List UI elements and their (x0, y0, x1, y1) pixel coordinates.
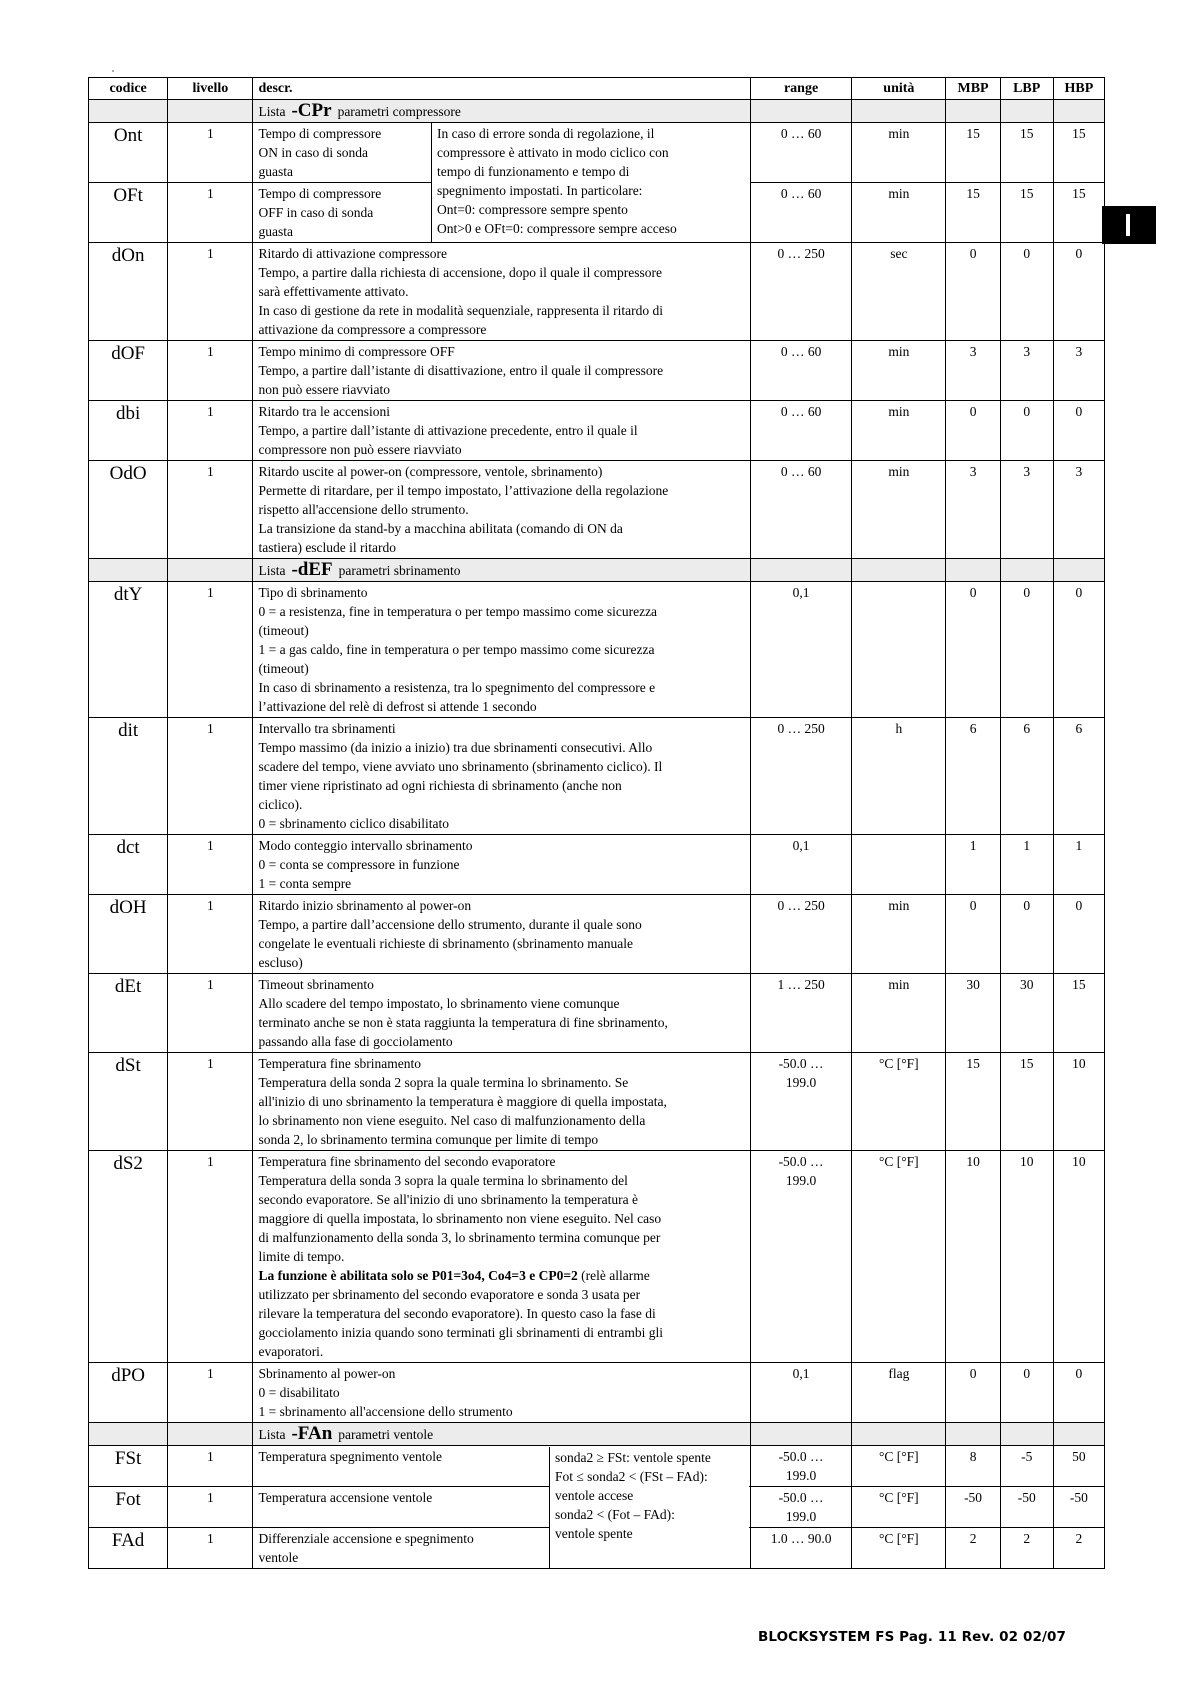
param-mbp: -50 (946, 1487, 1000, 1528)
param-desc: Intervallo tra sbrinamenti Tempo massimo (da inizio a inizio) tra due sbrinamenti consecutivi. Allo scadere del tempo, viene avviato uno sbrinamento (sbrinamento ciclico). Il timer viene ripristinato ad ogni richiesta di sbrinamento (anche non ciclico). 0 = sbrinamento ciclico disabilitato (253, 718, 750, 835)
param-level: 1 (168, 1446, 253, 1487)
param-range: 1 … 250 (750, 974, 851, 1053)
param-lbp: 15 (1000, 183, 1053, 243)
param-note-ont-oft: In caso di errore sonda di regolazione, il compressore è attivato in modo ciclico con tempo di funzionamento e tempo di spegnimento impostati. In particolare: Ont=0: compressore sempre spento Ont>0 e OFt=0: compressore sempre acceso (431, 123, 750, 243)
param-lbp: 3 (1000, 341, 1053, 401)
param-range: 0,1 (750, 1363, 851, 1423)
param-code: dSt (89, 1053, 168, 1151)
param-desc: Ritardo inizio sbrinamento al power-on Tempo, a partire dall’accensione dello strumento, durante il quale sono congelate le eventuali richieste di sbrinamento (sbrinamento manuale escluso) (253, 895, 750, 974)
param-mbp: 15 (946, 183, 1000, 243)
param-range: 0 … 250 (750, 895, 851, 974)
section-title: Lista -CPr parametri compressore (253, 100, 750, 123)
param-hbp: 1 (1053, 835, 1104, 895)
param-code: dOF (89, 341, 168, 401)
param-unit: min (852, 895, 946, 974)
section-title: Lista -dEF parametri sbrinamento (253, 559, 750, 582)
param-desc: Ritardo di attivazione compressore Tempo, a partire dalla richiesta di accensione, dopo il quale il compressore sarà effettivamente attivato. In caso di gestione da rete in modalità sequenziale, rappresenta il ritardo di attivazione da compressore a compressore (253, 243, 750, 341)
header-row (89, 78, 1105, 100)
param-desc: Ritardo tra le accensioni Tempo, a partire dall’istante di attivazione precedente, entro il quale il compressore non può essere riavviato (253, 401, 750, 461)
header-unita: unità (852, 78, 946, 100)
param-level: 1 (168, 895, 253, 974)
param-unit: min (852, 123, 946, 183)
param-mbp: 15 (946, 1053, 1000, 1151)
param-desc: Timeout sbrinamento Allo scadere del tempo impostato, lo sbrinamento viene comunque terminato anche se non è stata raggiunta la temperatura di fine sbrinamento, passando alla fase di gocciolamento (253, 974, 750, 1053)
param-range: 0,1 (750, 835, 851, 895)
param-range: 0,1 (750, 582, 851, 718)
param-level: 1 (168, 835, 253, 895)
param-unit (852, 582, 946, 718)
header-range: range (750, 78, 851, 100)
param-desc: Temperatura fine sbrinamento Temperatura della sonda 2 sopra la quale termina lo sbrinamento. Se all'inizio di uno sbrinamento la temperatura è maggiore di quella impostata, lo sbrinamento non viene eseguito. Nel caso di malfunzionamento della sonda 2, lo sbrinamento termina comunque per limite di tempo (253, 1053, 750, 1151)
param-unit (852, 835, 946, 895)
param-hbp: 50 (1053, 1446, 1104, 1487)
param-code: Ont (89, 123, 168, 183)
section-title: Lista -FAn parametri ventole (253, 1423, 750, 1446)
param-desc: Tempo di compressore OFF in caso di sonda guasta (253, 183, 432, 243)
header-lbp: LBP (1000, 78, 1053, 100)
param-hbp: 0 (1053, 582, 1104, 718)
section-def (89, 559, 1105, 582)
param-mbp: 15 (946, 123, 1000, 183)
param-desc: Tempo di compressore ON in caso di sonda guasta (253, 123, 432, 183)
table-row-dpo (89, 1363, 1105, 1423)
param-desc: Temperatura fine sbrinamento del secondo evaporatore Temperatura della sonda 3 sopra la quale termina lo sbrinamento del secondo evaporatore. Se all'inizio di uno sbrinamento la temperatura è maggiore di quella impostata, lo sbrinamento non viene eseguito. Nel caso di malfunzionamento della sonda 3, lo sbrinamento termina comunque per limite di tempo. La funzione è abilitata solo se P01=3o4, Co4=3 e CP0=2 (relè allarme utilizzato per sbrinamento del secondo evaporatore e sonda 3 usata per rilevare la temperatura del secondo evaporatore). In questo caso la fase di gocciolamento inizia quando sono terminati gli sbrinamenti di entrambi gli evaporatori. (253, 1151, 750, 1363)
param-range: 0 … 60 (750, 123, 851, 183)
section-code: -dEF (291, 559, 333, 580)
param-desc: Tipo di sbrinamento 0 = a resistenza, fine in temperatura o per tempo massimo come sicurezza (timeout) 1 = a gas caldo, fine in temperatura o per tempo massimo come sicurezza (timeout) In caso di sbrinamento a resistenza, tra lo spegnimento del compressore e l’attivazione del relè di defrost si attende 1 secondo (253, 582, 750, 718)
param-level: 1 (168, 183, 253, 243)
param-hbp: 0 (1053, 243, 1104, 341)
table-row-det (89, 974, 1105, 1053)
param-mbp: 0 (946, 243, 1000, 341)
param-code: Fot (89, 1487, 168, 1528)
param-lbp: 10 (1000, 1151, 1053, 1363)
param-level: 1 (168, 1528, 253, 1569)
param-range: -50.0 … 199.0 (750, 1487, 851, 1528)
param-mbp: 2 (946, 1528, 1000, 1569)
header-mbp: MBP (946, 78, 1000, 100)
param-mbp: 8 (946, 1446, 1000, 1487)
parameters-table (88, 77, 1105, 1569)
header-descr: descr. (253, 78, 750, 100)
language-tab-glyph (1126, 214, 1130, 236)
param-code: dS2 (89, 1151, 168, 1363)
param-level: 1 (168, 341, 253, 401)
param-code: FAd (89, 1528, 168, 1569)
table-row-don (89, 243, 1105, 341)
param-range: -50.0 … 199.0 (750, 1446, 851, 1487)
param-code: dPO (89, 1363, 168, 1423)
table-row-dit (89, 718, 1105, 835)
section-cpr (89, 100, 1105, 123)
param-level: 1 (168, 123, 253, 183)
section-fan (89, 1423, 1105, 1446)
param-range: 0 … 60 (750, 183, 851, 243)
param-lbp: 0 (1000, 895, 1053, 974)
header-codice: codice (89, 78, 168, 100)
param-unit: °C [°F] (852, 1053, 946, 1151)
param-unit: min (852, 974, 946, 1053)
param-lbp: 30 (1000, 974, 1053, 1053)
param-lbp: 0 (1000, 582, 1053, 718)
param-level: 1 (168, 1363, 253, 1423)
param-hbp: 15 (1053, 183, 1104, 243)
table-row-dbi (89, 401, 1105, 461)
param-code: dit (89, 718, 168, 835)
param-lbp: -50 (1000, 1487, 1053, 1528)
param-hbp: -50 (1053, 1487, 1104, 1528)
section-code: -FAn (291, 1423, 333, 1444)
param-lbp: 2 (1000, 1528, 1053, 1569)
param-range: 0 … 60 (750, 461, 851, 559)
header-hbp: HBP (1053, 78, 1104, 100)
section-code: -CPr (291, 100, 332, 121)
param-unit: °C [°F] (852, 1446, 946, 1487)
param-hbp: 0 (1053, 1363, 1104, 1423)
param-mbp: 0 (946, 401, 1000, 461)
param-hbp: 6 (1053, 718, 1104, 835)
bold-condition: La funzione è abilitata solo se P01=3o4, Co4=3 e CP0=2 (258, 1268, 578, 1283)
param-unit: flag (852, 1363, 946, 1423)
param-unit: sec (852, 243, 946, 341)
param-code: OFt (89, 183, 168, 243)
param-code: dtY (89, 582, 168, 718)
header-livello: livello (168, 78, 253, 100)
param-hbp: 15 (1053, 123, 1104, 183)
param-hbp: 10 (1053, 1053, 1104, 1151)
param-unit: °C [°F] (852, 1487, 946, 1528)
param-range: -50.0 … 199.0 (750, 1053, 851, 1151)
param-mbp: 10 (946, 1151, 1000, 1363)
param-hbp: 0 (1053, 401, 1104, 461)
param-desc: Modo conteggio intervallo sbrinamento 0 = conta se compressore in funzione 1 = conta sempre (253, 835, 750, 895)
table-row-ds2 (89, 1151, 1105, 1363)
param-desc: Temperatura accensione ventole (253, 1487, 750, 1528)
param-unit: °C [°F] (852, 1151, 946, 1363)
param-range: 1.0 … 90.0 (750, 1528, 851, 1569)
param-hbp: 10 (1053, 1151, 1104, 1363)
param-hbp: 3 (1053, 461, 1104, 559)
param-code: dOH (89, 895, 168, 974)
param-desc: Ritardo uscite al power-on (compressore, ventole, sbrinamento) Permette di ritardare, per il tempo impostato, l’attivazione della regolazione rispetto all'accensione dello strumento. La transizione da stand-by a macchina abilitata (comando di ON da tastiera) esclude il ritardo (253, 461, 750, 559)
param-lbp: 15 (1000, 123, 1053, 183)
param-level: 1 (168, 1053, 253, 1151)
table-row-dst (89, 1053, 1105, 1151)
param-range: 0 … 250 (750, 243, 851, 341)
param-unit: °C [°F] (852, 1528, 946, 1569)
param-lbp: 15 (1000, 1053, 1053, 1151)
param-level: 1 (168, 974, 253, 1053)
param-desc: Sbrinamento al power-on 0 = disabilitato 1 = sbrinamento all'accensione dello strumento (253, 1363, 750, 1423)
param-unit: min (852, 461, 946, 559)
param-code: FSt (89, 1446, 168, 1487)
param-desc: Differenziale accensione e spegnimento ventole (253, 1528, 750, 1569)
param-mbp: 0 (946, 582, 1000, 718)
param-code: dct (89, 835, 168, 895)
param-lbp: 0 (1000, 1363, 1053, 1423)
table-row-doh (89, 895, 1105, 974)
param-level: 1 (168, 461, 253, 559)
param-code: dOn (89, 243, 168, 341)
param-desc: Tempo minimo di compressore OFF Tempo, a partire dall’istante di disattivazione, entro il quale il compressore non può essere riavviato (253, 341, 750, 401)
table-row-dct (89, 835, 1105, 895)
param-level: 1 (168, 718, 253, 835)
param-mbp: 0 (946, 895, 1000, 974)
fan-note: sonda2 ≥ FSt: ventole spente Fot ≤ sonda2 < (FSt – FAd): ventole accese sonda2 < (Fot – FAd): ventole spente (549, 1447, 749, 1568)
param-range: 0 … 60 (750, 341, 851, 401)
param-hbp: 15 (1053, 974, 1104, 1053)
param-mbp: 30 (946, 974, 1000, 1053)
param-level: 1 (168, 1151, 253, 1363)
param-mbp: 0 (946, 1363, 1000, 1423)
param-code: dbi (89, 401, 168, 461)
scan-dot (112, 70, 114, 72)
param-hbp: 0 (1053, 895, 1104, 974)
param-unit: h (852, 718, 946, 835)
param-lbp: 1 (1000, 835, 1053, 895)
param-hbp: 2 (1053, 1528, 1104, 1569)
language-tab-marker (1102, 206, 1156, 244)
param-lbp: 3 (1000, 461, 1053, 559)
param-level: 1 (168, 582, 253, 718)
param-mbp: 3 (946, 461, 1000, 559)
param-desc: Temperatura spegnimento ventole (253, 1446, 750, 1487)
param-hbp: 3 (1053, 341, 1104, 401)
param-lbp: 0 (1000, 243, 1053, 341)
param-level: 1 (168, 401, 253, 461)
param-level: 1 (168, 1487, 253, 1528)
param-code: OdO (89, 461, 168, 559)
param-mbp: 1 (946, 835, 1000, 895)
table-row-odo (89, 461, 1105, 559)
param-lbp: 0 (1000, 401, 1053, 461)
param-mbp: 3 (946, 341, 1000, 401)
table-row-ont (89, 123, 1105, 183)
param-lbp: -5 (1000, 1446, 1053, 1487)
param-range: 0 … 250 (750, 718, 851, 835)
table-row-dof (89, 341, 1105, 401)
param-range: 0 … 60 (750, 401, 851, 461)
table-row-dty (89, 582, 1105, 718)
param-unit: min (852, 183, 946, 243)
param-mbp: 6 (946, 718, 1000, 835)
param-range: -50.0 … 199.0 (750, 1151, 851, 1363)
param-unit: min (852, 341, 946, 401)
param-level: 1 (168, 243, 253, 341)
param-code: dEt (89, 974, 168, 1053)
param-unit: min (852, 401, 946, 461)
param-lbp: 6 (1000, 718, 1053, 835)
page-footer: BLOCKSYSTEM FS Pag. 11 Rev. 02 02/07 (758, 1629, 1066, 1645)
